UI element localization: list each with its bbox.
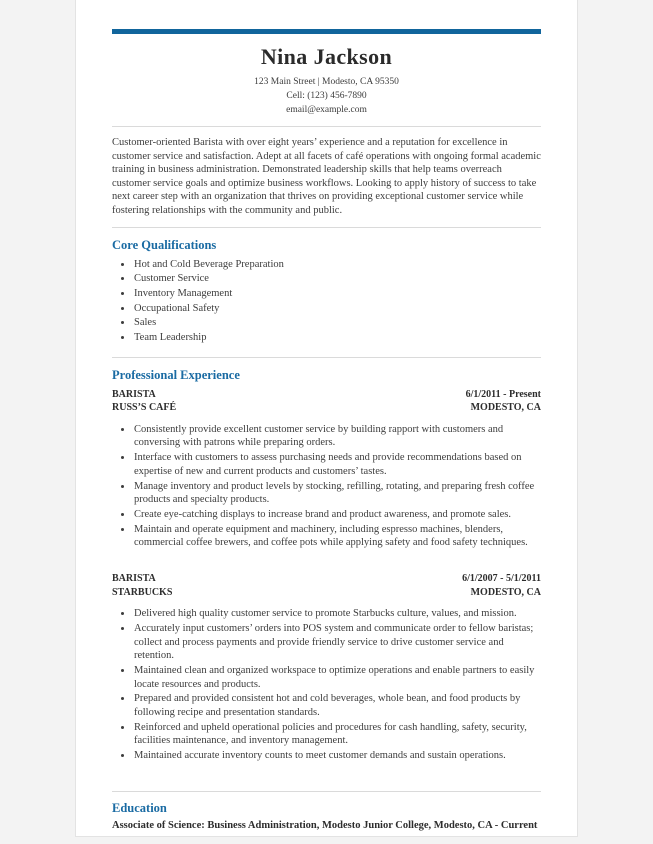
job-header <box>112 572 541 599</box>
list-item: • Interface with customers to assess purchasing needs and provide recommendations based on expertise of new and current products and customers’ tastes. <box>133 451 541 478</box>
list-item: • Hot and Cold Beverage Preparation <box>133 258 541 272</box>
section-title-professional-experience: Professional Experience <box>112 367 240 382</box>
accent-bar <box>112 29 541 34</box>
list-item: • Consistently provide excellent customer service by building rapport with customers and conversing with patrons while preparing orders. <box>133 423 541 450</box>
section-education <box>112 801 541 833</box>
list-item: • Maintained clean and organized workspace to optimize operations and enable partners to easily locate resources and products. <box>133 664 541 691</box>
resume-page <box>75 0 578 837</box>
job-duties-list <box>112 607 541 763</box>
job-header <box>112 388 541 415</box>
list-item: • Manage inventory and product levels by stocking, refilling, rotating, and preparing fresh coffee products and specialty products. <box>133 480 541 507</box>
education-entry: Associate of Science: Business Administration, Modesto Junior College, Modesto, CA - Current <box>112 819 538 831</box>
job-location: MODESTO, CA <box>470 586 541 598</box>
job-company: STARBUCKS <box>112 586 173 598</box>
candidate-name: Nina Jackson <box>260 44 393 69</box>
summary-paragraph: Customer-oriented Barista with over eight years’ experience and a reputation for excellence in customer service and satisfaction. Adept at all facets of café operations with ongoing formal academic training in business administration. Demonstrated leadership skills that help teams overreach customer service goals and optimize business workflows. Looking to apply history of success to take next career step with an organization that thrives on providing exceptional customer service while fostering relationships with the community and public. <box>112 137 541 216</box>
list-item: • Inventory Management <box>133 287 541 301</box>
list-item: • Sales <box>133 316 541 330</box>
job-dates: 6/1/2007 - 5/1/2011 <box>462 573 541 585</box>
list-item: • Occupational Safety <box>133 302 541 316</box>
contact-phone: Cell: (123) 456-7890 <box>286 91 367 101</box>
contact-block <box>112 75 541 117</box>
job-dates-location <box>466 388 541 415</box>
job-title: BARISTA <box>112 388 156 400</box>
list-item: • Delivered high quality customer service to promote Starbucks culture, values, and mission. <box>133 607 541 621</box>
section-core-qualifications <box>112 238 541 345</box>
job-title-company <box>112 572 172 599</box>
list-item: • Maintain and operate equipment and machinery, including espresso machines, blenders, commercial coffee brewers, and coffee pots while applying safety and food safety techniques. <box>133 523 541 550</box>
job-dates: 6/1/2011 - Present <box>465 388 541 400</box>
divider <box>112 126 541 127</box>
section-professional-experience <box>112 368 541 763</box>
list-item: • Reinforced and upheld operational policies and procedures for cash handling, safety, security, facilities maintenance, and inventory management. <box>133 721 541 748</box>
job-dates-location <box>462 572 541 599</box>
job-company: RUSS’S CAFÉ <box>112 402 177 414</box>
list-item: • Maintained accurate inventory counts to meet customer demands and sustain operations. <box>133 749 541 763</box>
core-qualifications-list <box>112 258 541 345</box>
job-title: BARISTA <box>112 573 156 585</box>
section-title-education: Education <box>112 800 167 815</box>
contact-email: email@example.com <box>286 105 367 115</box>
divider <box>112 791 541 792</box>
list-item: • Prepared and provided consistent hot and cold beverages, whole bean, and food products by following recipe and presentation standards. <box>133 692 541 719</box>
job-duties-list <box>112 423 541 550</box>
list-item: • Accurately input customers’ orders into POS system and communicate order to fellow baristas; collect and process payments and provide friendly service to drive customer service and retention. <box>133 622 541 663</box>
divider <box>112 357 541 358</box>
list-item: • Create eye-catching displays to increase brand and product awareness, and promote sales. <box>133 508 541 522</box>
section-title-core-qualifications: Core Qualifications <box>112 237 217 252</box>
list-item: • Team Leadership <box>133 331 541 345</box>
divider <box>112 227 541 228</box>
contact-address: 123 Main Street | Modesto, CA 95350 <box>254 77 399 87</box>
job-location: MODESTO, CA <box>470 402 541 414</box>
list-item: • Customer Service <box>133 272 541 286</box>
job-title-company <box>112 388 176 415</box>
